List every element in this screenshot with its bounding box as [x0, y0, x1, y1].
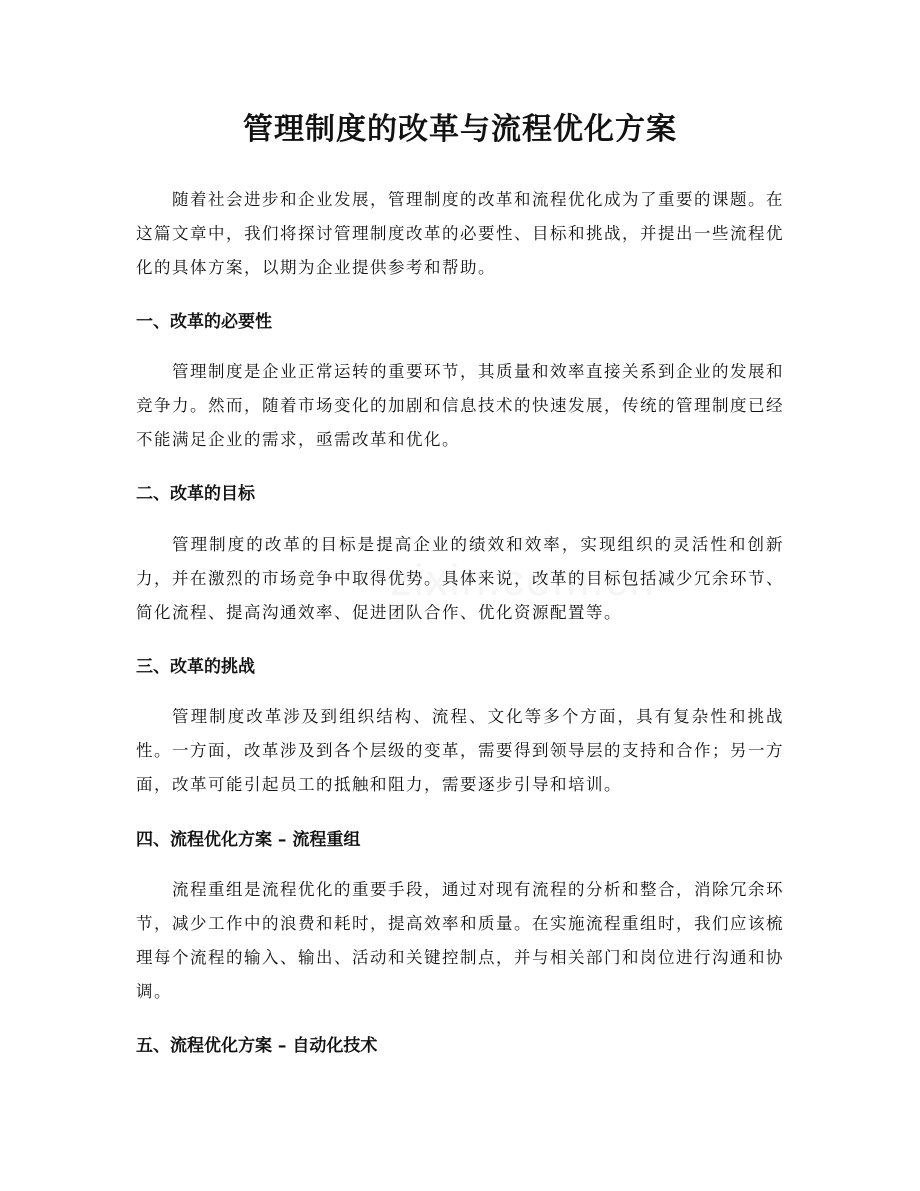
- document-title: 管理制度的改革与流程优化方案: [243, 112, 677, 147]
- section-body-necessity: 管理制度是企业正常运转的重要环节，其质量和效率直接关系到企业的发展和竞争力。然而，随着市场变化的加剧和信息技术的快速发展，传统的管理制度已经不能满足企业的需求，亟需改革和优化。: [136, 362, 784, 449]
- section-body-process-reorg: 流程重组是流程优化的重要手段，通过对现有流程的分析和整合，消除冗余环节，减少工作中的浪费和耗时，提高效率和质量。在实施流程重组时，我们应该梳理每个流程的输入、输出、活动和关键控制点，并与相关部门和岗位进行沟通和协调。: [136, 880, 784, 1001]
- section-heading-process-reorg: 四、流程优化方案 – 流程重组: [136, 830, 361, 850]
- section-body-challenges: 管理制度改革涉及到组织结构、流程、文化等多个方面，具有复杂性和挑战性。一方面，改革涉及到各个层级的变革，需要得到领导层的支持和合作；另一方面，改革可能引起员工的抵触和阻力，需要逐步引导和培训。: [136, 707, 784, 794]
- intro-paragraph: 随着社会进步和企业发展，管理制度的改革和流程优化成为了重要的课题。在这篇文章中，我们将探讨管理制度改革的必要性、目标和挑战，并提出一些流程优化的具体方案，以期为企业提供参考和帮助。: [136, 190, 784, 277]
- section-heading-goals: 二、改革的目标: [136, 484, 255, 504]
- section-heading-necessity: 一、改革的必要性: [136, 312, 272, 332]
- section-heading-automation: 五、流程优化方案 – 自动化技术: [136, 1036, 378, 1056]
- section-body-goals: 管理制度的改革的目标是提高企业的绩效和效率，实现组织的灵活性和创新力，并在激烈的市场竞争中取得优势。具体来说，改革的目标包括减少冗余环节、简化流程、提高沟通效率、促进团队合作、优化资源配置等。: [136, 535, 784, 622]
- watermark: [390, 556, 656, 606]
- section-heading-challenges: 三、改革的挑战: [136, 657, 255, 677]
